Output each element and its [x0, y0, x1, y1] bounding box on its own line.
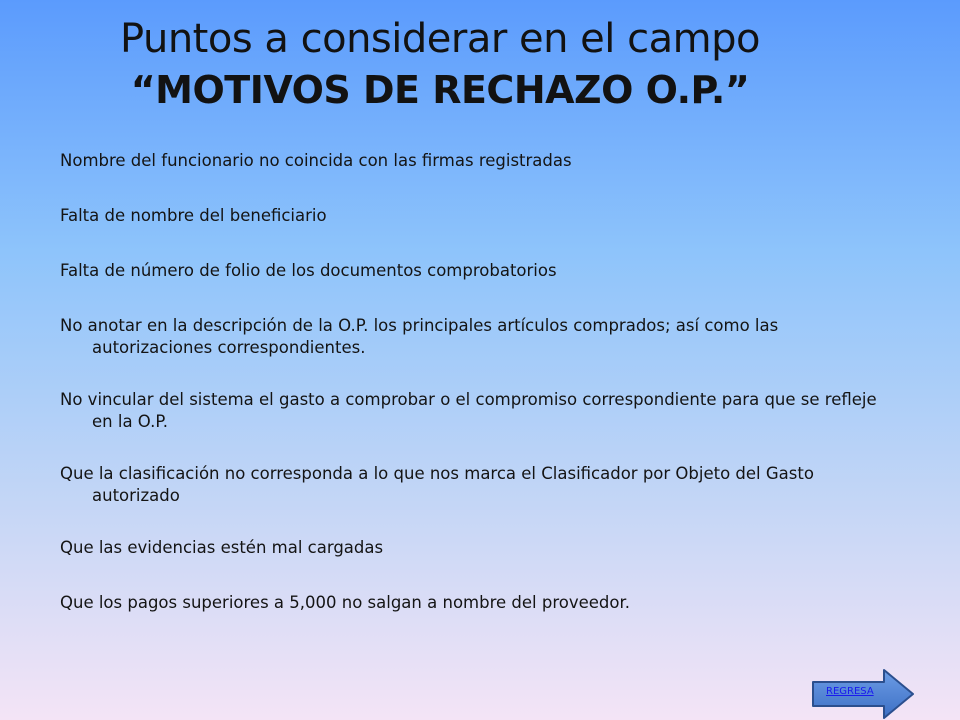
list-item: Que los pagos superiores a 5,000 no salgan a nombre del proveedor. [60, 593, 630, 612]
list-item: Nombre del funcionario no coincida con las firmas registradas [60, 151, 572, 170]
title-line-2: “MOTIVOS DE RECHAZO O.P.” [130, 68, 750, 112]
list-item: Que la clasificación no corresponda a lo que nos marca el Clasificador por Objeto del Gasto autorizado [60, 464, 814, 505]
back-button[interactable] [810, 668, 916, 720]
slide-title [0, 14, 880, 116]
list-item: Que las evidencias estén mal cargadas [60, 538, 384, 557]
back-button-label[interactable]: REGRESA [826, 686, 874, 697]
points-list [60, 150, 880, 647]
list-item: No anotar en la descripción de la O.P. los principales artículos comprados; así como las autorizaciones correspondientes. [60, 316, 779, 357]
title-line-1: Puntos a considerar en el campo [120, 16, 760, 62]
list-item: Falta de número de folio de los documentos comprobatorios [60, 261, 557, 280]
list-item: No vincular del sistema el gasto a comprobar o el compromiso correspondiente para que se refleje en la O.P. [60, 390, 877, 431]
list-item: Falta de nombre del beneficiario [60, 206, 327, 225]
